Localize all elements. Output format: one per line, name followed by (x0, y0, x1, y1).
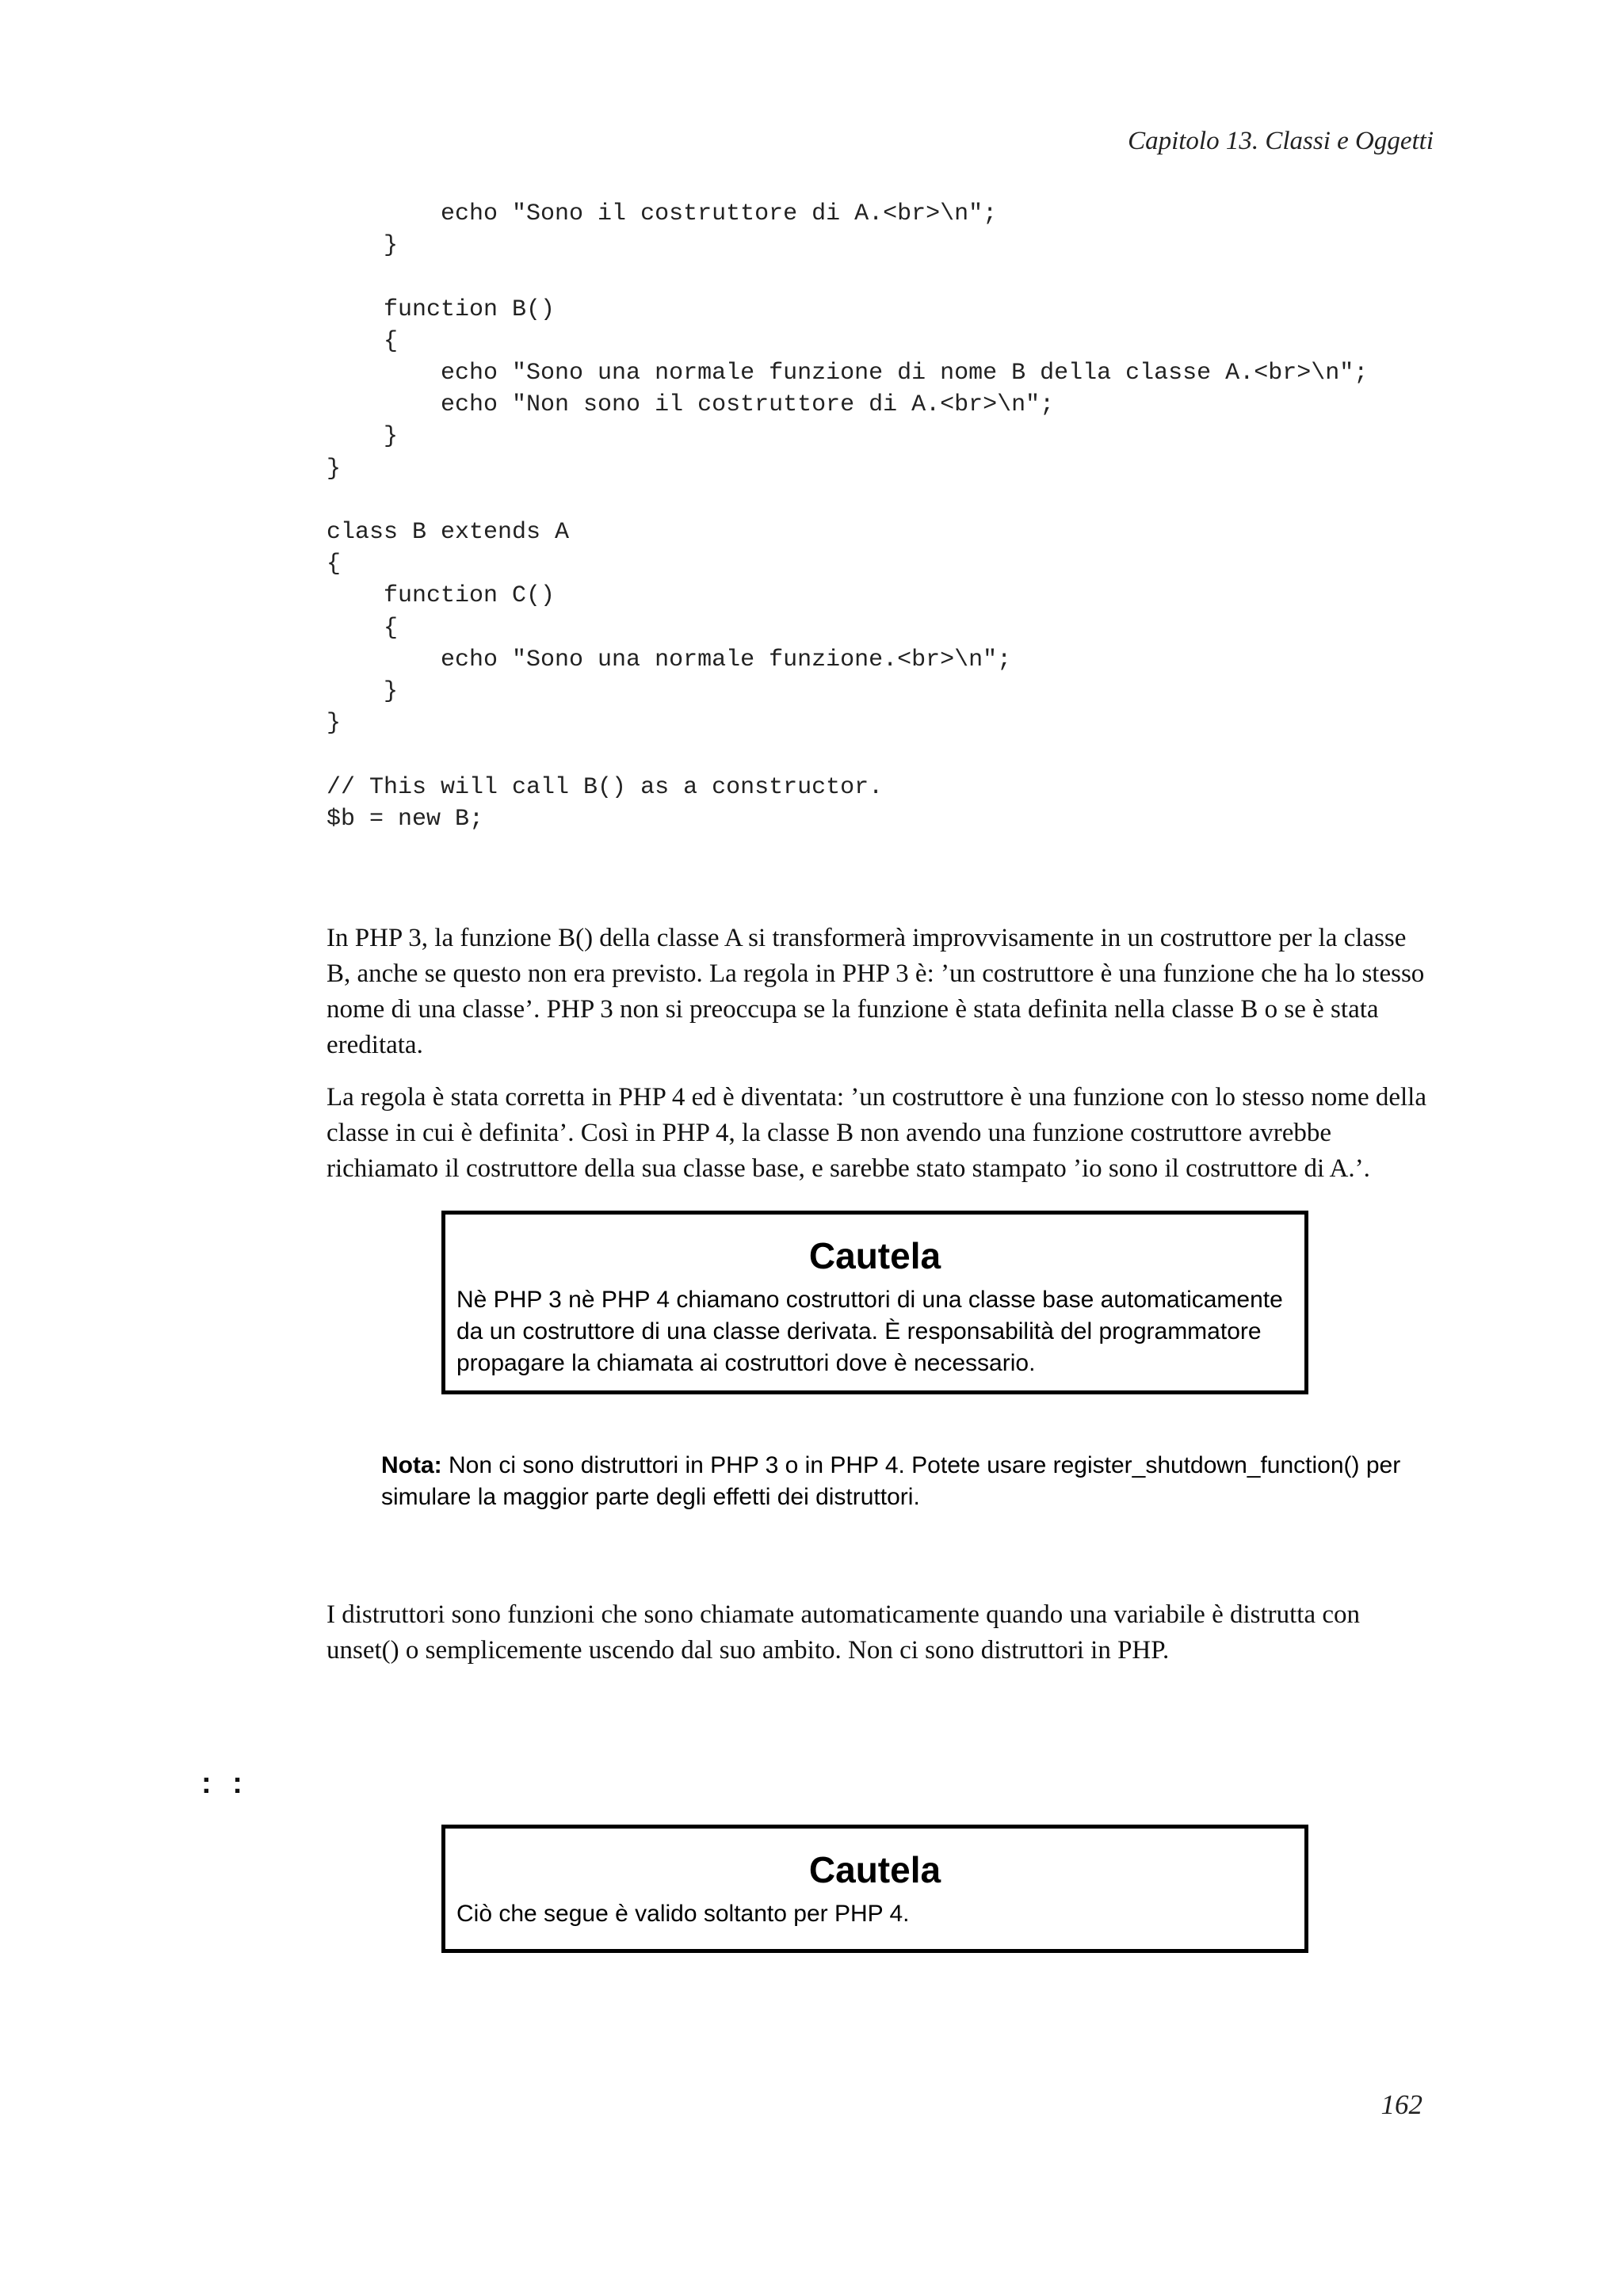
page-number: 162 (1381, 2089, 1423, 2120)
caution-box-php4 (441, 1825, 1308, 1953)
code-listing: echo "Sono il costruttore di A.<br>\n"; } function B() { echo "Sono una normale funzione di nome B della classe A.<br>\n"; echo "Non sono il costruttore di A.<br>\n"; } } class B extends A { function C() { echo "Sono una normale funzione.<br>\n"; } } // This will call B() as a constructor. $b = new B; (327, 200, 1369, 833)
paragraph-php4-constructor: La regola è stata corretta in PHP 4 ed è diventata: ’un costruttore è una funzione con lo stesso nome della classe in cui è definita’. Così in PHP 4, la classe B non avendo una funzione costruttore avrebbe richiamato il costruttore della sua classe base, e sarebbe stato stampato ’io sono il costruttore di A.’. (327, 1083, 1426, 1183)
note-text: Non ci sono distruttori in PHP 3 o in PHP 4. Potete usare register_shutdown_function() per simulare la maggior parte degli effetti dei distruttori. (381, 1452, 1401, 1510)
running-header: Capitolo 13. Classi e Oggetti (1128, 127, 1434, 155)
caution-title: Cautela (808, 1235, 941, 1276)
note-label: Nota: (381, 1452, 442, 1478)
caution-body: Nè PHP 3 nè PHP 4 chiamano costruttori di una classe base automaticamente da un costruttore di una classe derivata. È responsabilità del programmatore propagare la chiamata ai costruttori dove è necessario. (456, 1287, 1283, 1376)
paragraph-php3-constructor: In PHP 3, la funzione B() della classe A si transformerà improvvisamente in un costruttore per la classe B, anche se questo non era previsto. La regola in PHP 3 è: ’un costruttore è una funzione che ha lo stesso nome di una classe’. PHP 3 non si preoccupa se la funzione è stata definita nella classe B o se è stata ereditata. (327, 924, 1425, 1059)
caution-title: Cautela (808, 1849, 941, 1890)
caution-body: Ciò che segue è valido soltanto per PHP 4. (456, 1901, 910, 1927)
paragraph-destructors: I distruttori sono funzioni che sono chiamate automaticamente quando una variabile è distrutta con unset() o semplicemente uscendo dal suo ambito. Non ci sono distruttori in PHP. (327, 1600, 1361, 1665)
note (381, 1450, 1427, 1513)
caution-box-constructors (441, 1211, 1308, 1394)
margin-mark: : : (201, 1767, 249, 1800)
